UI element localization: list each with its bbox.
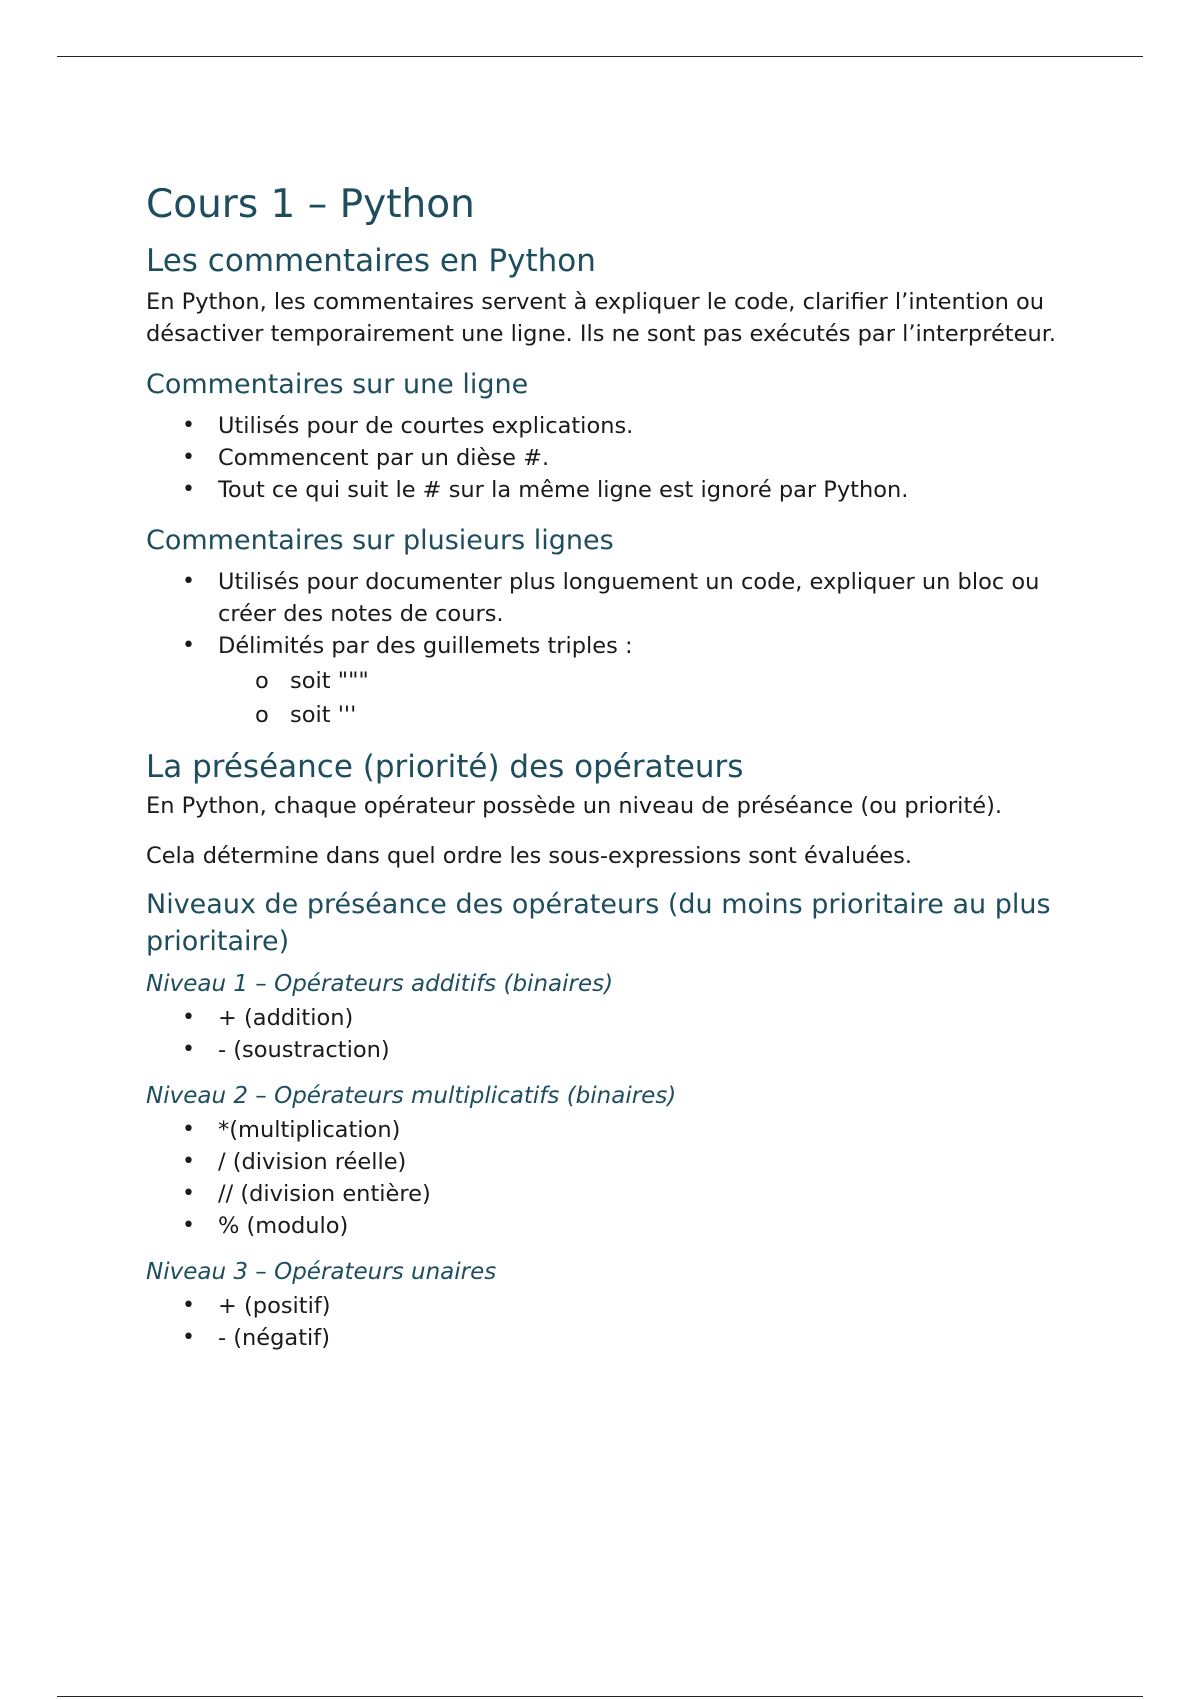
bullet-icon: •	[182, 569, 195, 594]
page-title: Cours 1 – Python	[146, 182, 475, 227]
bullet-icon: •	[182, 1005, 195, 1030]
paragraph-precedence-2: Cela détermine dans quel ordre les sous-expressions sont évaluées.	[146, 843, 912, 869]
level-1-heading: Niveau 1 – Opérateurs additifs (binaires)	[146, 971, 614, 997]
paragraph-precedence-1: En Python, chaque opérateur possède un niveau de préséance (ou priorité).	[146, 793, 1003, 819]
bullet-icon: •	[182, 1293, 195, 1318]
subheading-precedence-levels: Niveaux de préséance des opérateurs (du moins prioritaire au plus prioritaire)	[146, 889, 1051, 957]
bullet-icon: •	[182, 477, 195, 502]
level-3-heading: Niveau 3 – Opérateurs unaires	[146, 1259, 497, 1285]
subheading-multi-line: Commentaires sur plusieurs lignes	[146, 525, 614, 556]
subheading-single-line: Commentaires sur une ligne	[146, 369, 529, 400]
circle-bullet-icon: o	[255, 702, 269, 728]
section-heading-comments: Les commentaires en Python	[146, 243, 596, 279]
sub-list-item: o soit """	[146, 664, 1086, 698]
bullet-icon: •	[182, 1181, 195, 1206]
bullet-icon: •	[182, 413, 195, 438]
list-item: • Commencent par un dièse #.	[146, 442, 1086, 474]
header-rule	[57, 56, 1143, 57]
bullet-icon: •	[182, 1213, 195, 1238]
bullet-icon: •	[182, 1037, 195, 1062]
list-level-2	[146, 1114, 1086, 1242]
list-item: • Utilisés pour de courtes explications.	[146, 410, 1086, 442]
list-item: • // (division entière)	[146, 1178, 1086, 1210]
list-multi-line	[146, 566, 1086, 732]
bullet-icon: •	[182, 445, 195, 470]
list-item: • Tout ce qui suit le # sur la même ligne est ignoré par Python.	[146, 474, 1086, 506]
level-2-heading: Niveau 2 – Opérateurs multiplicatifs (binaires)	[146, 1083, 677, 1109]
circle-bullet-icon: o	[255, 668, 269, 694]
list-level-3	[146, 1290, 1086, 1354]
bullet-icon: •	[182, 1149, 195, 1174]
list-item: • + (positif)	[146, 1290, 1086, 1322]
list-item: • + (addition)	[146, 1002, 1086, 1034]
footer-rule	[57, 1696, 1143, 1697]
document-body	[146, 176, 1086, 1354]
list-item: • *(multiplication)	[146, 1114, 1086, 1146]
bullet-icon: •	[182, 1325, 195, 1350]
paragraph-comments-intro: En Python, les commentaires servent à expliquer le code, clarifier l’intention ou désactiver temporairement une ligne. Ils ne sont pas exécutés par l’interpréteur.	[146, 289, 1057, 347]
sub-list-item: o soit '''	[146, 698, 1086, 732]
bullet-icon: •	[182, 1117, 195, 1142]
bullet-icon: •	[182, 633, 195, 658]
list-item: • / (division réelle)	[146, 1146, 1086, 1178]
list-item: • Utilisés pour documenter plus longuement un code, expliquer un bloc ou créer des notes de cours.	[146, 566, 1086, 630]
section-heading-precedence: La préséance (priorité) des opérateurs	[146, 749, 744, 785]
sublist-delimiters	[218, 664, 1086, 732]
list-item: • - (négatif)	[146, 1322, 1086, 1354]
list-item: • - (soustraction)	[146, 1034, 1086, 1066]
list-single-line	[146, 410, 1086, 506]
list-item: • Délimités par des guillemets triples : o soit """ o soit '''	[146, 630, 1086, 732]
list-level-1	[146, 1002, 1086, 1066]
list-item: • % (modulo)	[146, 1210, 1086, 1242]
